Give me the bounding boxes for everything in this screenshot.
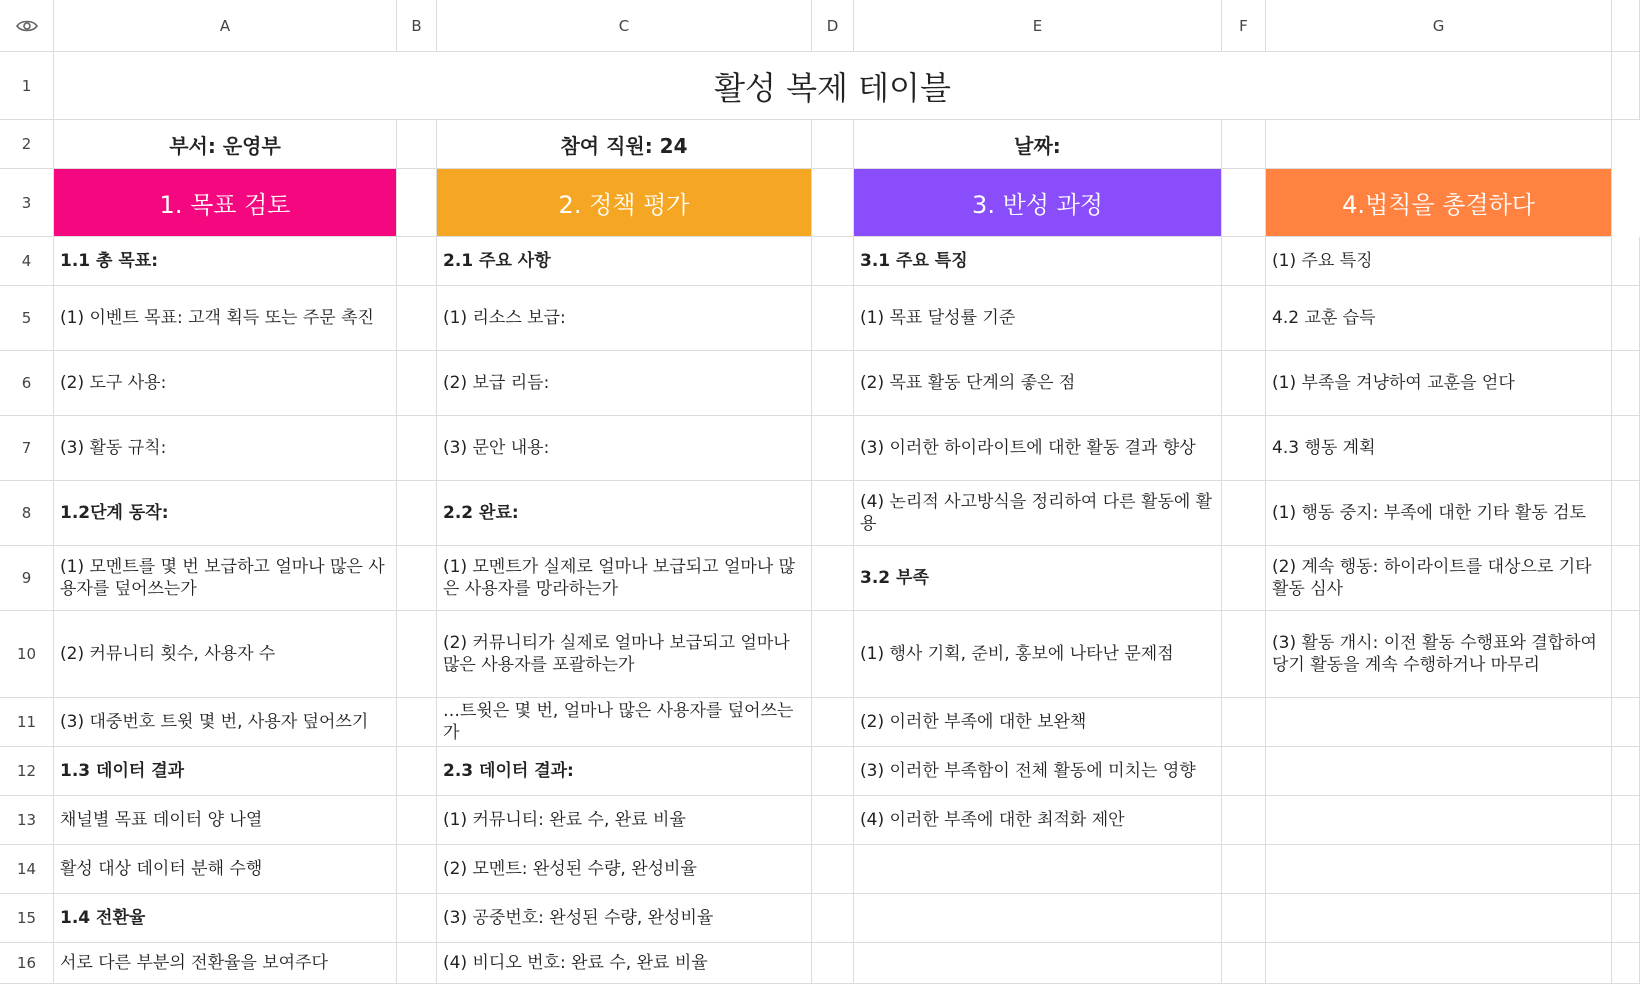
cell-c16[interactable]: (4) 비디오 번호: 완료 수, 완료 비율 — [437, 943, 812, 984]
cell-extra-10 — [1612, 611, 1640, 698]
cell-f7[interactable] — [1222, 416, 1266, 481]
cell-a10[interactable]: (2) 커뮤니티 횟수, 사용자 수 — [54, 611, 397, 698]
row-header-15[interactable]: 15 — [0, 894, 54, 943]
cell-d6[interactable] — [812, 351, 854, 416]
column-header-b[interactable]: B — [397, 0, 437, 52]
cell-extra-9 — [1612, 546, 1640, 611]
date-label[interactable]: 날짜: — [854, 120, 1222, 169]
cell-g5[interactable]: 4.2 교훈 습득 — [1266, 286, 1612, 351]
row-header-11[interactable]: 11 — [0, 698, 54, 747]
cell-extra-15 — [1612, 894, 1640, 943]
cell-c8[interactable]: 2.2 완료: — [437, 481, 812, 546]
column-header-f[interactable]: F — [1222, 0, 1266, 52]
cell-e4[interactable]: 3.1 주요 특징 — [854, 237, 1222, 286]
cell-e7[interactable]: (3) 이러한 하이라이트에 대한 활동 결과 향상 — [854, 416, 1222, 481]
cell-c12[interactable]: 2.3 데이터 결과: — [437, 747, 812, 796]
cell-f3[interactable] — [1222, 169, 1266, 237]
cell-b2[interactable] — [397, 120, 437, 169]
section-header-c[interactable]: 2. 정책 평가 — [437, 169, 812, 237]
cell-f5[interactable] — [1222, 286, 1266, 351]
cell-a4[interactable]: 1.1 총 목표: — [54, 237, 397, 286]
cell-b15[interactable] — [397, 894, 437, 943]
cell-f6[interactable] — [1222, 351, 1266, 416]
column-header-d[interactable]: D — [812, 0, 854, 52]
row-header-14[interactable]: 14 — [0, 845, 54, 894]
cell-d9[interactable] — [812, 546, 854, 611]
cell-a8[interactable]: 1.2단계 동작: — [54, 481, 397, 546]
cell-f2[interactable] — [1222, 120, 1266, 169]
cell-g13[interactable] — [1266, 796, 1612, 845]
row-header-6[interactable]: 6 — [0, 351, 54, 416]
cell-g6[interactable]: (1) 부족을 겨냥하여 교훈을 얻다 — [1266, 351, 1612, 416]
cell-c6[interactable]: (2) 보급 리듬: — [437, 351, 812, 416]
cell-e16[interactable] — [854, 943, 1222, 984]
cell-g10[interactable]: (3) 활동 개시: 이전 활동 수행표와 결합하여 당기 활동을 계속 수행하거나 마무리 — [1266, 611, 1612, 698]
cell-extra-8 — [1612, 481, 1640, 546]
cell-g4[interactable]: (1) 주요 특징 — [1266, 237, 1612, 286]
table-title: 활성 복제 테이블 — [54, 52, 1612, 120]
section-header-g[interactable]: 4.법칙을 총결하다 — [1266, 169, 1612, 237]
cell-e8[interactable]: (4) 논리적 사고방식을 정리하여 다른 활동에 활용 — [854, 481, 1222, 546]
cell-extra-13 — [1612, 796, 1640, 845]
row-header-9[interactable]: 9 — [0, 546, 54, 611]
cell-g15[interactable] — [1266, 894, 1612, 943]
cell-b10[interactable] — [397, 611, 437, 698]
cell-e13[interactable]: (4) 이러한 부족에 대한 최적화 제안 — [854, 796, 1222, 845]
cell-c15[interactable]: (3) 공중번호: 완성된 수량, 완성비율 — [437, 894, 812, 943]
cell-e10[interactable]: (1) 행사 기획, 준비, 홍보에 나타난 문제점 — [854, 611, 1222, 698]
cell-g14[interactable] — [1266, 845, 1612, 894]
cell-d8[interactable] — [812, 481, 854, 546]
cell-a6[interactable]: (2) 도구 사용: — [54, 351, 397, 416]
cell-d2[interactable] — [812, 120, 854, 169]
cell-e15[interactable] — [854, 894, 1222, 943]
eye-icon[interactable] — [16, 19, 38, 33]
cell-g8[interactable]: (1) 행동 중지: 부족에 대한 기타 활동 검토 — [1266, 481, 1612, 546]
cell-b4[interactable] — [397, 237, 437, 286]
cell-b13[interactable] — [397, 796, 437, 845]
row-header-3[interactable]: 3 — [0, 169, 54, 237]
section-header-e[interactable]: 3. 반성 과정 — [854, 169, 1222, 237]
cell-a13[interactable]: 채널별 목표 데이터 양 나열 — [54, 796, 397, 845]
row-header-8[interactable]: 8 — [0, 481, 54, 546]
row-header-4[interactable]: 4 — [0, 237, 54, 286]
cell-d12[interactable] — [812, 747, 854, 796]
column-header-extra — [1612, 0, 1640, 52]
cell-g9[interactable]: (2) 계속 행동: 하이라이트를 대상으로 기타 활동 심사 — [1266, 546, 1612, 611]
cell-extra-4 — [1612, 237, 1640, 286]
cell-b8[interactable] — [397, 481, 437, 546]
row-header-13[interactable]: 13 — [0, 796, 54, 845]
cell-b9[interactable] — [397, 546, 437, 611]
cell-f10[interactable] — [1222, 611, 1266, 698]
cell-c11[interactable]: …트윗은 몇 번, 얼마나 많은 사용자를 덮어쓰는가 — [437, 698, 812, 747]
row-header-12[interactable]: 12 — [0, 747, 54, 796]
cell-d16[interactable] — [812, 943, 854, 984]
cell-d13[interactable] — [812, 796, 854, 845]
cell-c10[interactable]: (2) 커뮤니티가 실제로 얼마나 보급되고 얼마나 많은 사용자를 포괄하는가 — [437, 611, 812, 698]
cell-d11[interactable] — [812, 698, 854, 747]
column-header-c[interactable]: C — [437, 0, 812, 52]
staff-label[interactable]: 참여 직원: 24 — [437, 120, 812, 169]
cell-f9[interactable] — [1222, 546, 1266, 611]
cell-g7[interactable]: 4.3 행동 계획 — [1266, 416, 1612, 481]
cell-f15[interactable] — [1222, 894, 1266, 943]
cell-d10[interactable] — [812, 611, 854, 698]
cell-c4[interactable]: 2.1 주요 사항 — [437, 237, 812, 286]
cell-extra-11 — [1612, 698, 1640, 747]
cell-g12[interactable] — [1266, 747, 1612, 796]
column-header-g[interactable]: G — [1266, 0, 1612, 52]
cell-f4[interactable] — [1222, 237, 1266, 286]
cell-c14[interactable]: (2) 모멘트: 완성된 수량, 완성비율 — [437, 845, 812, 894]
section-header-a[interactable]: 1. 목표 검토 — [54, 169, 397, 237]
cell-a11[interactable]: (3) 대중번호 트윗 몇 번, 사용자 덮어쓰기 — [54, 698, 397, 747]
cell-d14[interactable] — [812, 845, 854, 894]
cell-c5[interactable]: (1) 리소스 보급: — [437, 286, 812, 351]
cell-d3[interactable] — [812, 169, 854, 237]
cell-extra-14 — [1612, 845, 1640, 894]
cell-extra-16 — [1612, 943, 1640, 984]
row-header-7[interactable]: 7 — [0, 416, 54, 481]
cell-e14[interactable] — [854, 845, 1222, 894]
cell-extra-5 — [1612, 286, 1640, 351]
cell-b11[interactable] — [397, 698, 437, 747]
row-header-2[interactable]: 2 — [0, 120, 54, 169]
cell-a15[interactable]: 1.4 전환율 — [54, 894, 397, 943]
cell-d7[interactable] — [812, 416, 854, 481]
cell-extra-7 — [1612, 416, 1640, 481]
cell-f13[interactable] — [1222, 796, 1266, 845]
cell-a14[interactable]: 활성 대상 데이터 분해 수행 — [54, 845, 397, 894]
select-all-corner[interactable] — [0, 0, 54, 52]
cell-a9[interactable]: (1) 모멘트를 몇 번 보급하고 얼마나 많은 사용자를 덮어쓰는가 — [54, 546, 397, 611]
cell-e9[interactable]: 3.2 부족 — [854, 546, 1222, 611]
cell-d15[interactable] — [812, 894, 854, 943]
cell-e12[interactable]: (3) 이러한 부족함이 전체 활동에 미치는 영향 — [854, 747, 1222, 796]
cell-b12[interactable] — [397, 747, 437, 796]
row-header-1[interactable]: 1 — [0, 52, 54, 120]
cell-f14[interactable] — [1222, 845, 1266, 894]
cell-c13[interactable]: (1) 커뮤니티: 완료 수, 완료 비율 — [437, 796, 812, 845]
cell-a12[interactable]: 1.3 데이터 결과 — [54, 747, 397, 796]
cell-extra-1 — [1612, 52, 1640, 120]
cell-a16[interactable]: 서로 다른 부분의 전환율을 보여주다 — [54, 943, 397, 984]
row-header-5[interactable]: 5 — [0, 286, 54, 351]
column-header-a[interactable]: A — [54, 0, 397, 52]
cell-b14[interactable] — [397, 845, 437, 894]
cell-b7[interactable] — [397, 416, 437, 481]
cell-d5[interactable] — [812, 286, 854, 351]
row-header-10[interactable]: 10 — [0, 611, 54, 698]
cell-d4[interactable] — [812, 237, 854, 286]
cell-b6[interactable] — [397, 351, 437, 416]
cell-extra-12 — [1612, 747, 1640, 796]
cell-g16[interactable] — [1266, 943, 1612, 984]
cell-e5[interactable]: (1) 목표 달성률 기준 — [854, 286, 1222, 351]
cell-e11[interactable]: (2) 이러한 부족에 대한 보완책 — [854, 698, 1222, 747]
cell-g11[interactable] — [1266, 698, 1612, 747]
dept-label[interactable]: 부서: 운영부 — [54, 120, 397, 169]
cell-b16[interactable] — [397, 943, 437, 984]
cell-e6[interactable]: (2) 목표 활동 단계의 좋은 점 — [854, 351, 1222, 416]
row-header-16[interactable]: 16 — [0, 943, 54, 984]
cell-f16[interactable] — [1222, 943, 1266, 984]
cell-c9[interactable]: (1) 모멘트가 실제로 얼마나 보급되고 얼마나 많은 사용자를 망라하는가 — [437, 546, 812, 611]
cell-extra-6 — [1612, 351, 1640, 416]
cell-f8[interactable] — [1222, 481, 1266, 546]
cell-f12[interactable] — [1222, 747, 1266, 796]
cell-c7[interactable]: (3) 문안 내용: — [437, 416, 812, 481]
cell-a5[interactable]: (1) 이벤트 목표: 고객 획득 또는 주문 촉진 — [54, 286, 397, 351]
cell-b3[interactable] — [397, 169, 437, 237]
cell-g2[interactable] — [1266, 120, 1612, 169]
cell-f11[interactable] — [1222, 698, 1266, 747]
cell-b5[interactable] — [397, 286, 437, 351]
column-header-e[interactable]: E — [854, 0, 1222, 52]
cell-a7[interactable]: (3) 활동 규칙: — [54, 416, 397, 481]
